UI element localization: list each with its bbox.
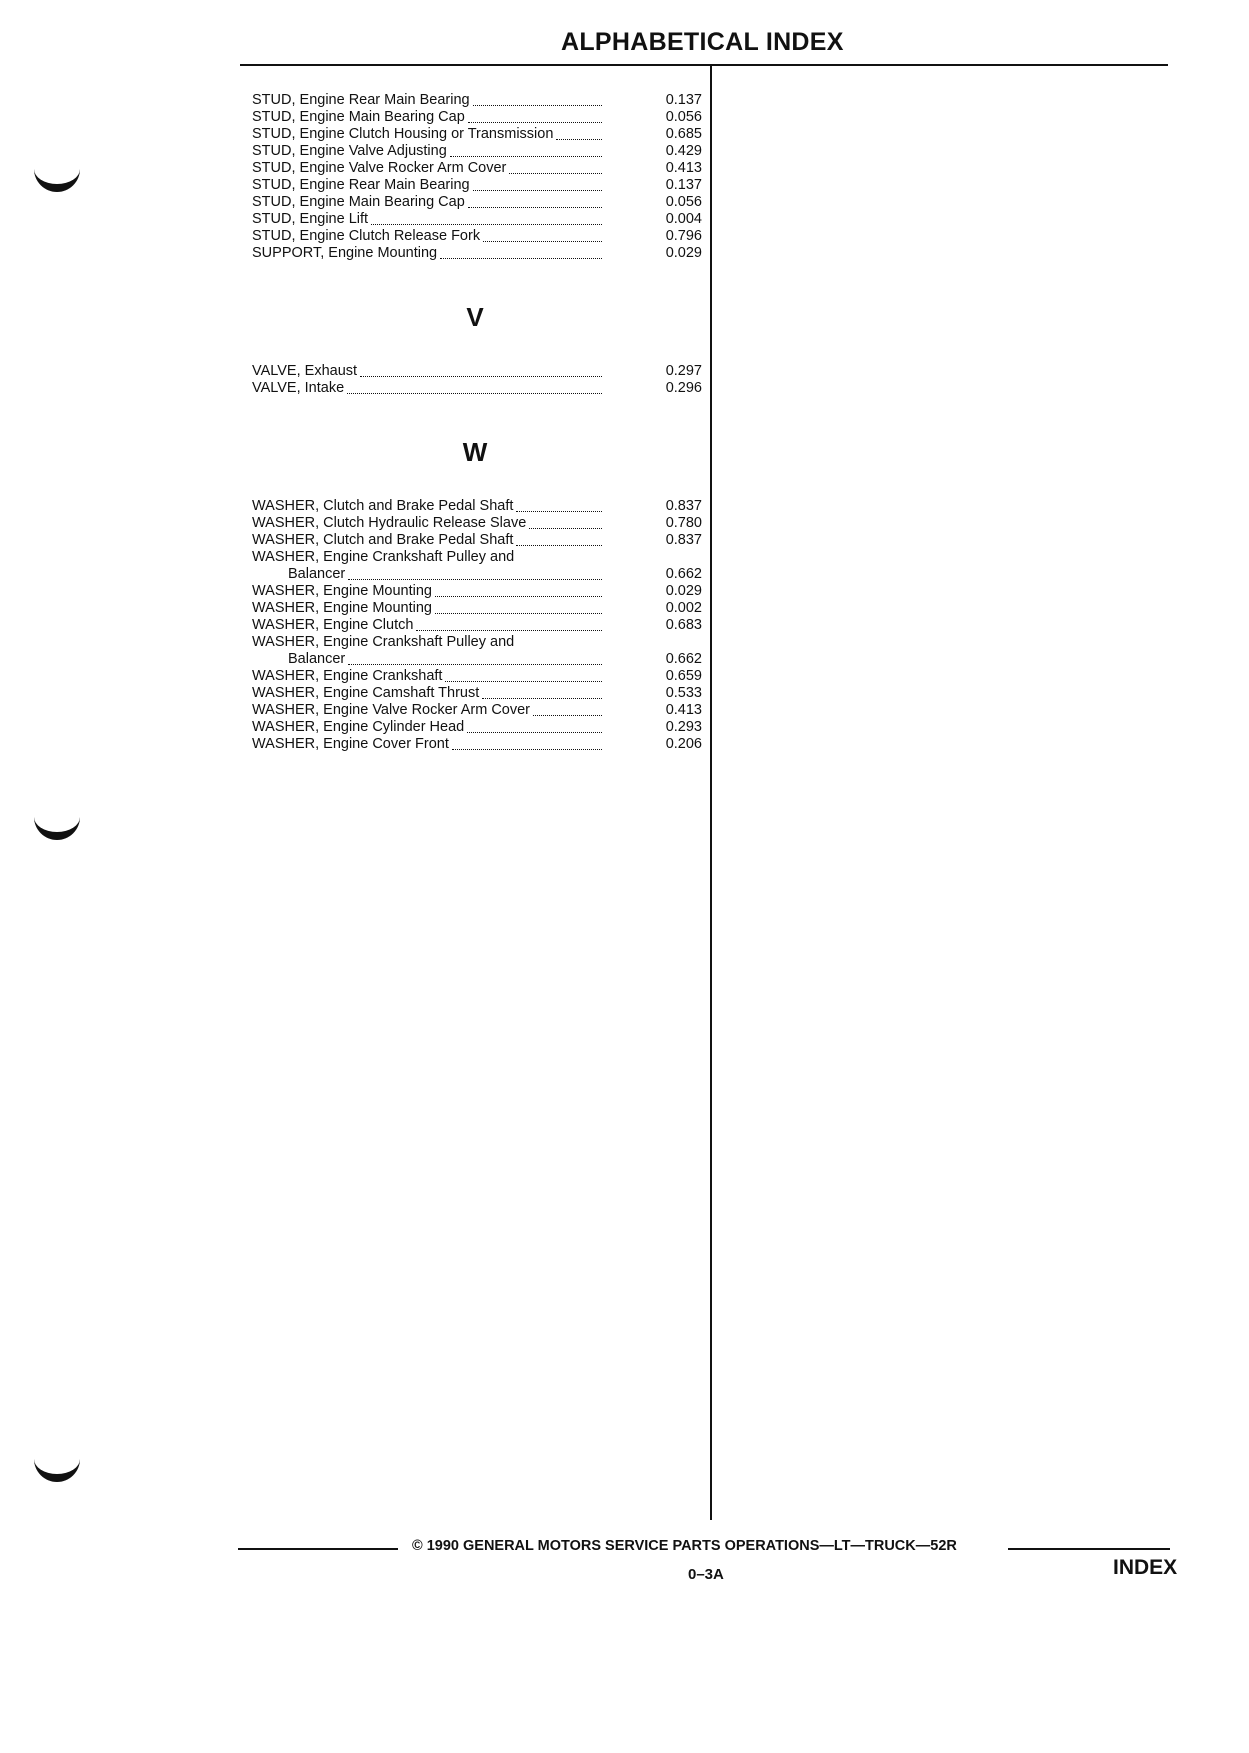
index-entry-page: 0.780 <box>665 515 702 531</box>
index-entry-page: 0.429 <box>665 143 702 159</box>
index-entry-text: WASHER, Engine Mounting <box>252 583 432 599</box>
index-entry <box>252 160 702 177</box>
dot-leader <box>467 732 602 733</box>
dot-leader <box>529 528 602 529</box>
index-entry-text: VALVE, Intake <box>252 380 345 396</box>
dot-leader <box>371 224 602 225</box>
index-entry <box>252 668 702 685</box>
index-entry <box>252 583 702 600</box>
index-entry <box>252 194 702 211</box>
index-entry-page: 0.002 <box>665 600 702 616</box>
index-entry-page: 0.659 <box>665 668 702 684</box>
index-entry <box>252 177 702 194</box>
index-entry-label <box>252 532 606 549</box>
index-entry-label <box>288 651 606 668</box>
dot-leader <box>347 393 602 394</box>
index-entry-label <box>252 126 606 143</box>
index-entry-text: STUD, Engine Valve Adjusting <box>252 143 447 159</box>
index-entry-label <box>252 634 606 651</box>
index-entry <box>252 600 702 617</box>
binder-punch-mark <box>34 806 80 840</box>
index-entry <box>252 211 702 228</box>
index-entry-text: STUD, Engine Lift <box>252 211 369 227</box>
index-entry-text: WASHER, Engine Crankshaft <box>252 668 443 684</box>
dot-leader <box>468 207 602 208</box>
index-entry-page: 0.413 <box>665 702 702 718</box>
dot-leader <box>468 122 602 123</box>
index-entry <box>252 736 702 753</box>
index-entry-label <box>252 719 606 736</box>
index-entry-label <box>252 109 606 126</box>
dot-leader <box>445 681 602 682</box>
dot-leader <box>473 190 602 191</box>
index-entry-page: 0.685 <box>665 126 702 142</box>
index-entry-page: 0.137 <box>665 92 702 108</box>
index-entry-page: 0.297 <box>665 363 702 379</box>
dot-leader <box>440 258 602 259</box>
index-entry-text: WASHER, Engine Crankshaft Pulley and <box>252 549 515 565</box>
dot-leader <box>556 139 602 140</box>
index-entry-page: 0.029 <box>665 245 702 261</box>
dot-leader <box>452 749 602 750</box>
index-entry-label <box>252 92 606 109</box>
index-entry-page: 0.796 <box>665 228 702 244</box>
index-entry-label <box>252 685 606 702</box>
page-title: ALPHABETICAL INDEX <box>561 28 844 56</box>
index-entry <box>252 363 702 380</box>
column-divider <box>710 66 712 1520</box>
index-entry <box>252 92 702 109</box>
index-entry-label <box>252 702 606 719</box>
index-entry <box>252 617 702 634</box>
index-entry-page: 0.296 <box>665 380 702 396</box>
index-entry-label <box>252 211 606 228</box>
index-entry-label <box>252 177 606 194</box>
index-entry-text: VALVE, Exhaust <box>252 363 358 379</box>
index-entry-label <box>252 363 606 380</box>
section-letter-v: V <box>466 302 484 332</box>
index-entry-label <box>252 736 606 753</box>
dot-leader <box>516 511 602 512</box>
index-entry <box>252 109 702 126</box>
index-entry <box>252 498 702 515</box>
index-entry-label <box>252 160 606 177</box>
dot-leader <box>435 596 602 597</box>
index-entry-text: WASHER, Engine Cover Front <box>252 736 449 752</box>
binder-punch-mark <box>34 1448 80 1482</box>
index-entry-text: STUD, Engine Clutch Housing or Transmission <box>252 126 554 142</box>
index-group-s <box>252 92 702 262</box>
index-entry-page: 0.137 <box>665 177 702 193</box>
index-entry-label <box>252 668 606 685</box>
index-entry-text: STUD, Engine Valve Rocker Arm Cover <box>252 160 507 176</box>
page-number: 0–3A <box>688 1566 724 1583</box>
index-entry <box>252 380 702 397</box>
index-entry-label <box>252 380 606 397</box>
index-entry-label <box>252 143 606 160</box>
section-name: INDEX <box>1113 1556 1178 1579</box>
index-entry-page: 0.662 <box>665 651 702 667</box>
index-entry <box>252 702 702 719</box>
index-entry <box>252 685 702 702</box>
index-entry-page: 0.056 <box>665 194 702 210</box>
dot-leader <box>509 173 602 174</box>
index-entry <box>252 634 702 651</box>
index-entry-page: 0.533 <box>665 685 702 701</box>
index-entry-label <box>252 617 606 634</box>
dot-leader <box>348 664 602 665</box>
index-entry-label <box>252 583 606 600</box>
index-entry <box>252 245 702 262</box>
index-entry <box>252 126 702 143</box>
index-entry-text: WASHER, Clutch and Brake Pedal Shaft <box>252 498 514 514</box>
index-entry-text: STUD, Engine Clutch Release Fork <box>252 228 481 244</box>
binder-punch-mark <box>34 158 80 192</box>
index-entry <box>252 515 702 532</box>
index-entry-page: 0.662 <box>665 566 702 582</box>
footer-rule-right <box>1008 1548 1170 1550</box>
index-entry-text: Balancer <box>288 651 346 667</box>
index-entry-page: 0.837 <box>665 498 702 514</box>
index-entry-text: STUD, Engine Rear Main Bearing <box>252 92 470 108</box>
index-entry-text: WASHER, Engine Camshaft Thrust <box>252 685 480 701</box>
index-entry-page: 0.413 <box>665 160 702 176</box>
header-rule <box>240 64 1168 66</box>
index-entry-page: 0.683 <box>665 617 702 633</box>
index-entry <box>252 651 702 668</box>
index-entry-label <box>252 600 606 617</box>
index-entry <box>252 143 702 160</box>
index-entry-label <box>252 228 606 245</box>
index-entry <box>252 228 702 245</box>
index-entry-label <box>288 566 606 583</box>
index-entry-text: WASHER, Clutch and Brake Pedal Shaft <box>252 532 514 548</box>
index-entry-text: WASHER, Clutch Hydraulic Release Slave <box>252 515 527 531</box>
dot-leader <box>516 545 602 546</box>
dot-leader <box>348 579 602 580</box>
dot-leader <box>450 156 602 157</box>
index-entry-text: STUD, Engine Main Bearing Cap <box>252 194 465 210</box>
index-entry-page: 0.837 <box>665 532 702 548</box>
dot-leader <box>416 630 602 631</box>
index-entry-label <box>252 194 606 211</box>
index-entry-page: 0.004 <box>665 211 702 227</box>
index-group-v <box>252 363 702 397</box>
index-entry-text: Balancer <box>288 566 346 582</box>
index-entry-page: 0.029 <box>665 583 702 599</box>
index-entry-text: WASHER, Engine Clutch <box>252 617 414 633</box>
index-entry-text: WASHER, Engine Valve Rocker Arm Cover <box>252 702 531 718</box>
index-entry-text: STUD, Engine Main Bearing Cap <box>252 109 465 125</box>
index-entry-label <box>252 549 606 566</box>
index-group-w <box>252 498 702 753</box>
index-entry-page: 0.293 <box>665 719 702 735</box>
index-entry <box>252 566 702 583</box>
index-entry-page: 0.056 <box>665 109 702 125</box>
index-entry-text: WASHER, Engine Cylinder Head <box>252 719 465 735</box>
index-entry-label <box>252 245 606 262</box>
section-letter-w: W <box>462 437 488 467</box>
index-entry <box>252 719 702 736</box>
dot-leader <box>435 613 602 614</box>
index-entry-text: SUPPORT, Engine Mounting <box>252 245 438 261</box>
index-entry-text: WASHER, Engine Crankshaft Pulley and <box>252 634 515 650</box>
index-entry <box>252 549 702 566</box>
index-entry <box>252 532 702 549</box>
dot-leader <box>473 105 602 106</box>
index-entry-text: WASHER, Engine Mounting <box>252 600 432 616</box>
index-entry-label <box>252 515 606 532</box>
dot-leader <box>483 241 602 242</box>
index-entry-label <box>252 498 606 515</box>
dot-leader <box>533 715 602 716</box>
footer-copyright: © 1990 GENERAL MOTORS SERVICE PARTS OPERATIONS—LT—TRUCK—52R <box>412 1538 957 1554</box>
index-entry-page: 0.206 <box>665 736 702 752</box>
footer-rule-left <box>238 1548 398 1550</box>
index-entry-text: STUD, Engine Rear Main Bearing <box>252 177 470 193</box>
dot-leader <box>360 376 602 377</box>
dot-leader <box>482 698 602 699</box>
